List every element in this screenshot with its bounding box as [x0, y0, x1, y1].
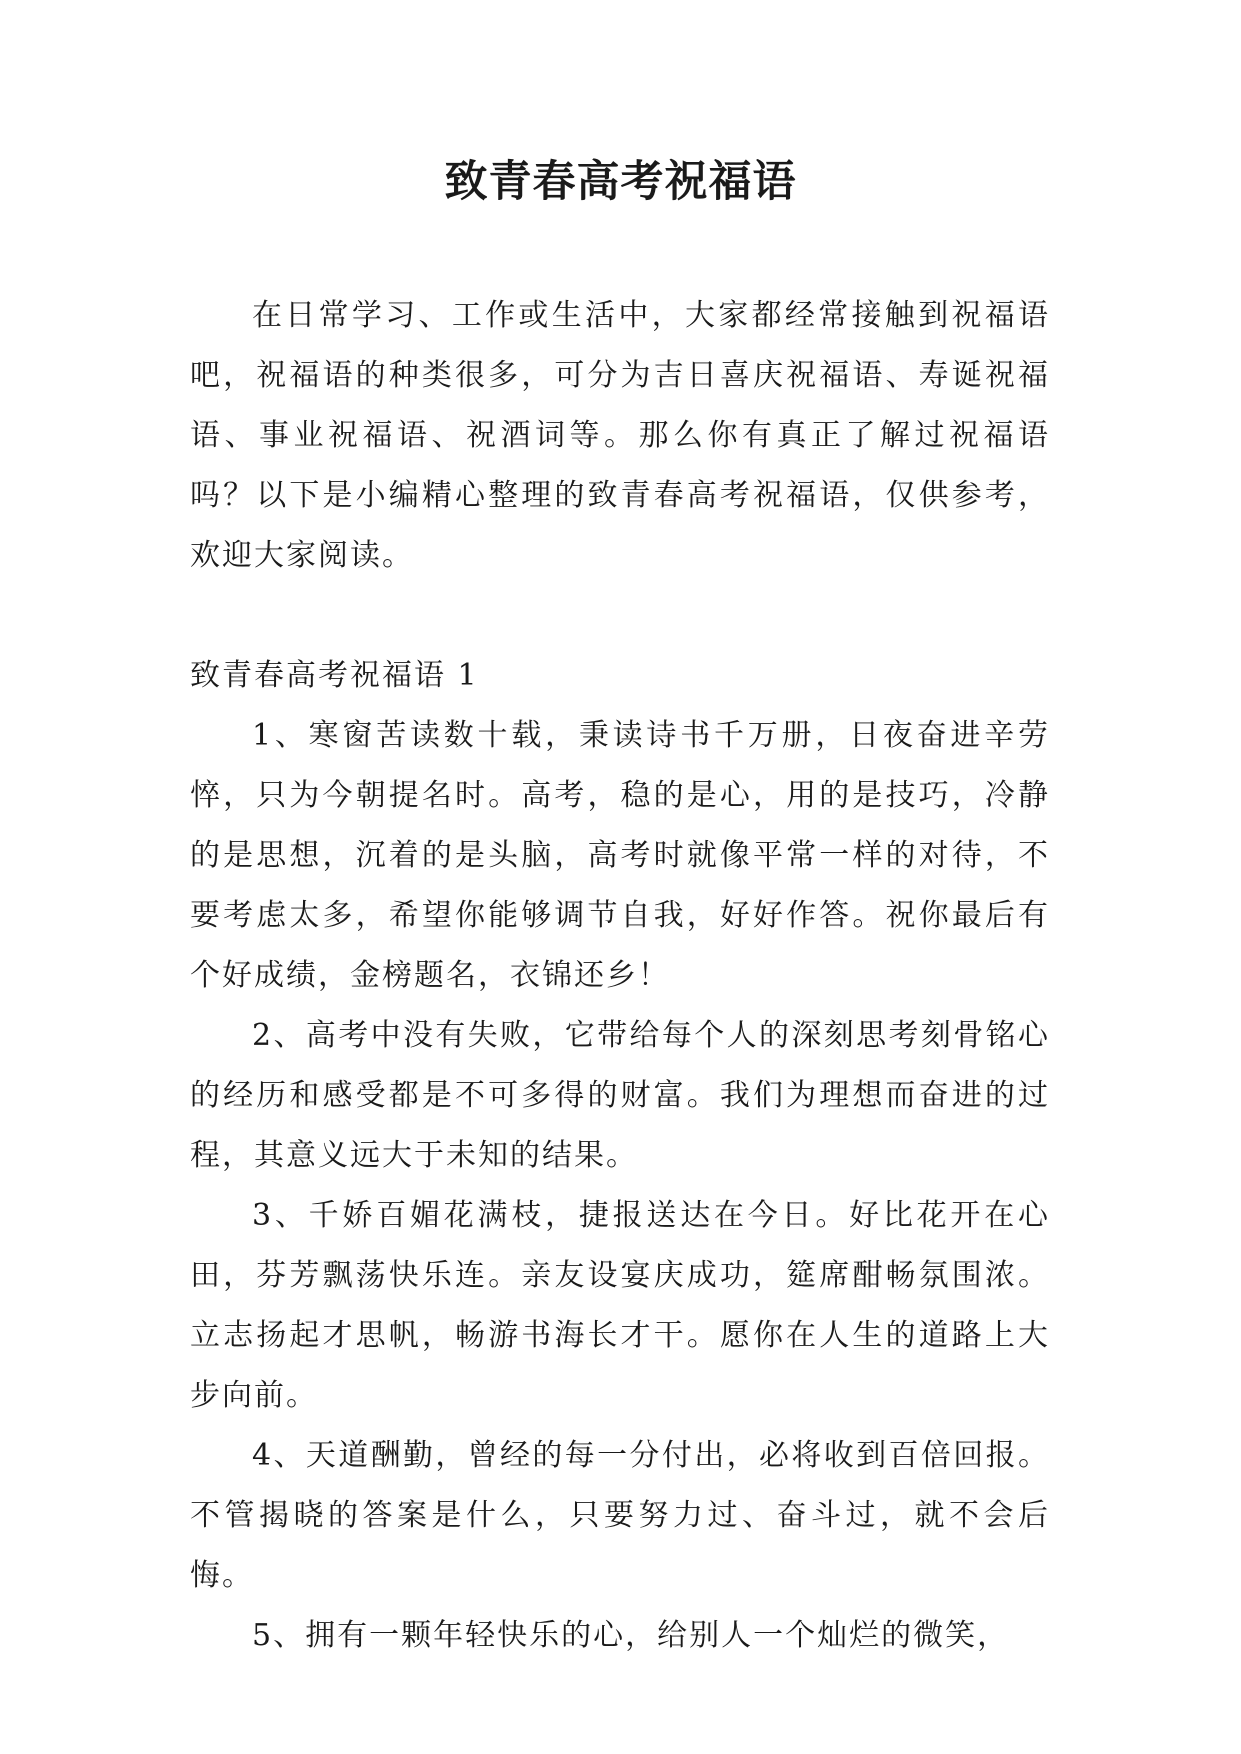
section-heading: 致青春高考祝福语 1	[190, 658, 479, 693]
document-title: 致青春高考祝福语	[444, 157, 797, 207]
document-body	[190, 286, 1050, 1666]
blessing-item-2: 2、高考中没有失败，它带给每个人的深刻思考刻骨铭心的经历和感受都是不可多得的财富。我们为理想而奋进的过程，其意义远大于未知的结果。	[190, 1018, 1050, 1173]
blessing-item-5: 5、拥有一颗年轻快乐的心，给别人一个灿烂的微笑，	[252, 1618, 1010, 1653]
blessing-item-1: 1、寒窗苦读数十载，秉读诗书千万册，日夜奋进辛劳悴，只为今朝提名时。高考，稳的是心，用的是技巧，冷静的是思想，沉着的是头脑，高考时就像平常一样的对待，不要考虑太多，希望你能够调节自我，好好作答。祝你最后有个好成绩，金榜题名，衣锦还乡！	[190, 718, 1050, 993]
blessing-item-3: 3、千娇百媚花满枝，捷报送达在今日。好比花开在心田，芬芳飘荡快乐连。亲友设宴庆成功，筵席酣畅氛围浓。立志扬起才思帆，畅游书海长才干。愿你在人生的道路上大步向前。	[190, 1198, 1050, 1413]
blessing-item-4: 4、天道酬勤，曾经的每一分付出，必将收到百倍回报。不管揭晓的答案是什么，只要努力过、奋斗过，就不会后悔。	[190, 1438, 1050, 1593]
intro-paragraph: 在日常学习、工作或生活中，大家都经常接触到祝福语吧，祝福语的种类很多，可分为吉日喜庆祝福语、寿诞祝福语、事业祝福语、祝酒词等。那么你有真正了解过祝福语吗？以下是小编精心整理的致青春高考祝福语，仅供参考，欢迎大家阅读。	[190, 298, 1050, 573]
